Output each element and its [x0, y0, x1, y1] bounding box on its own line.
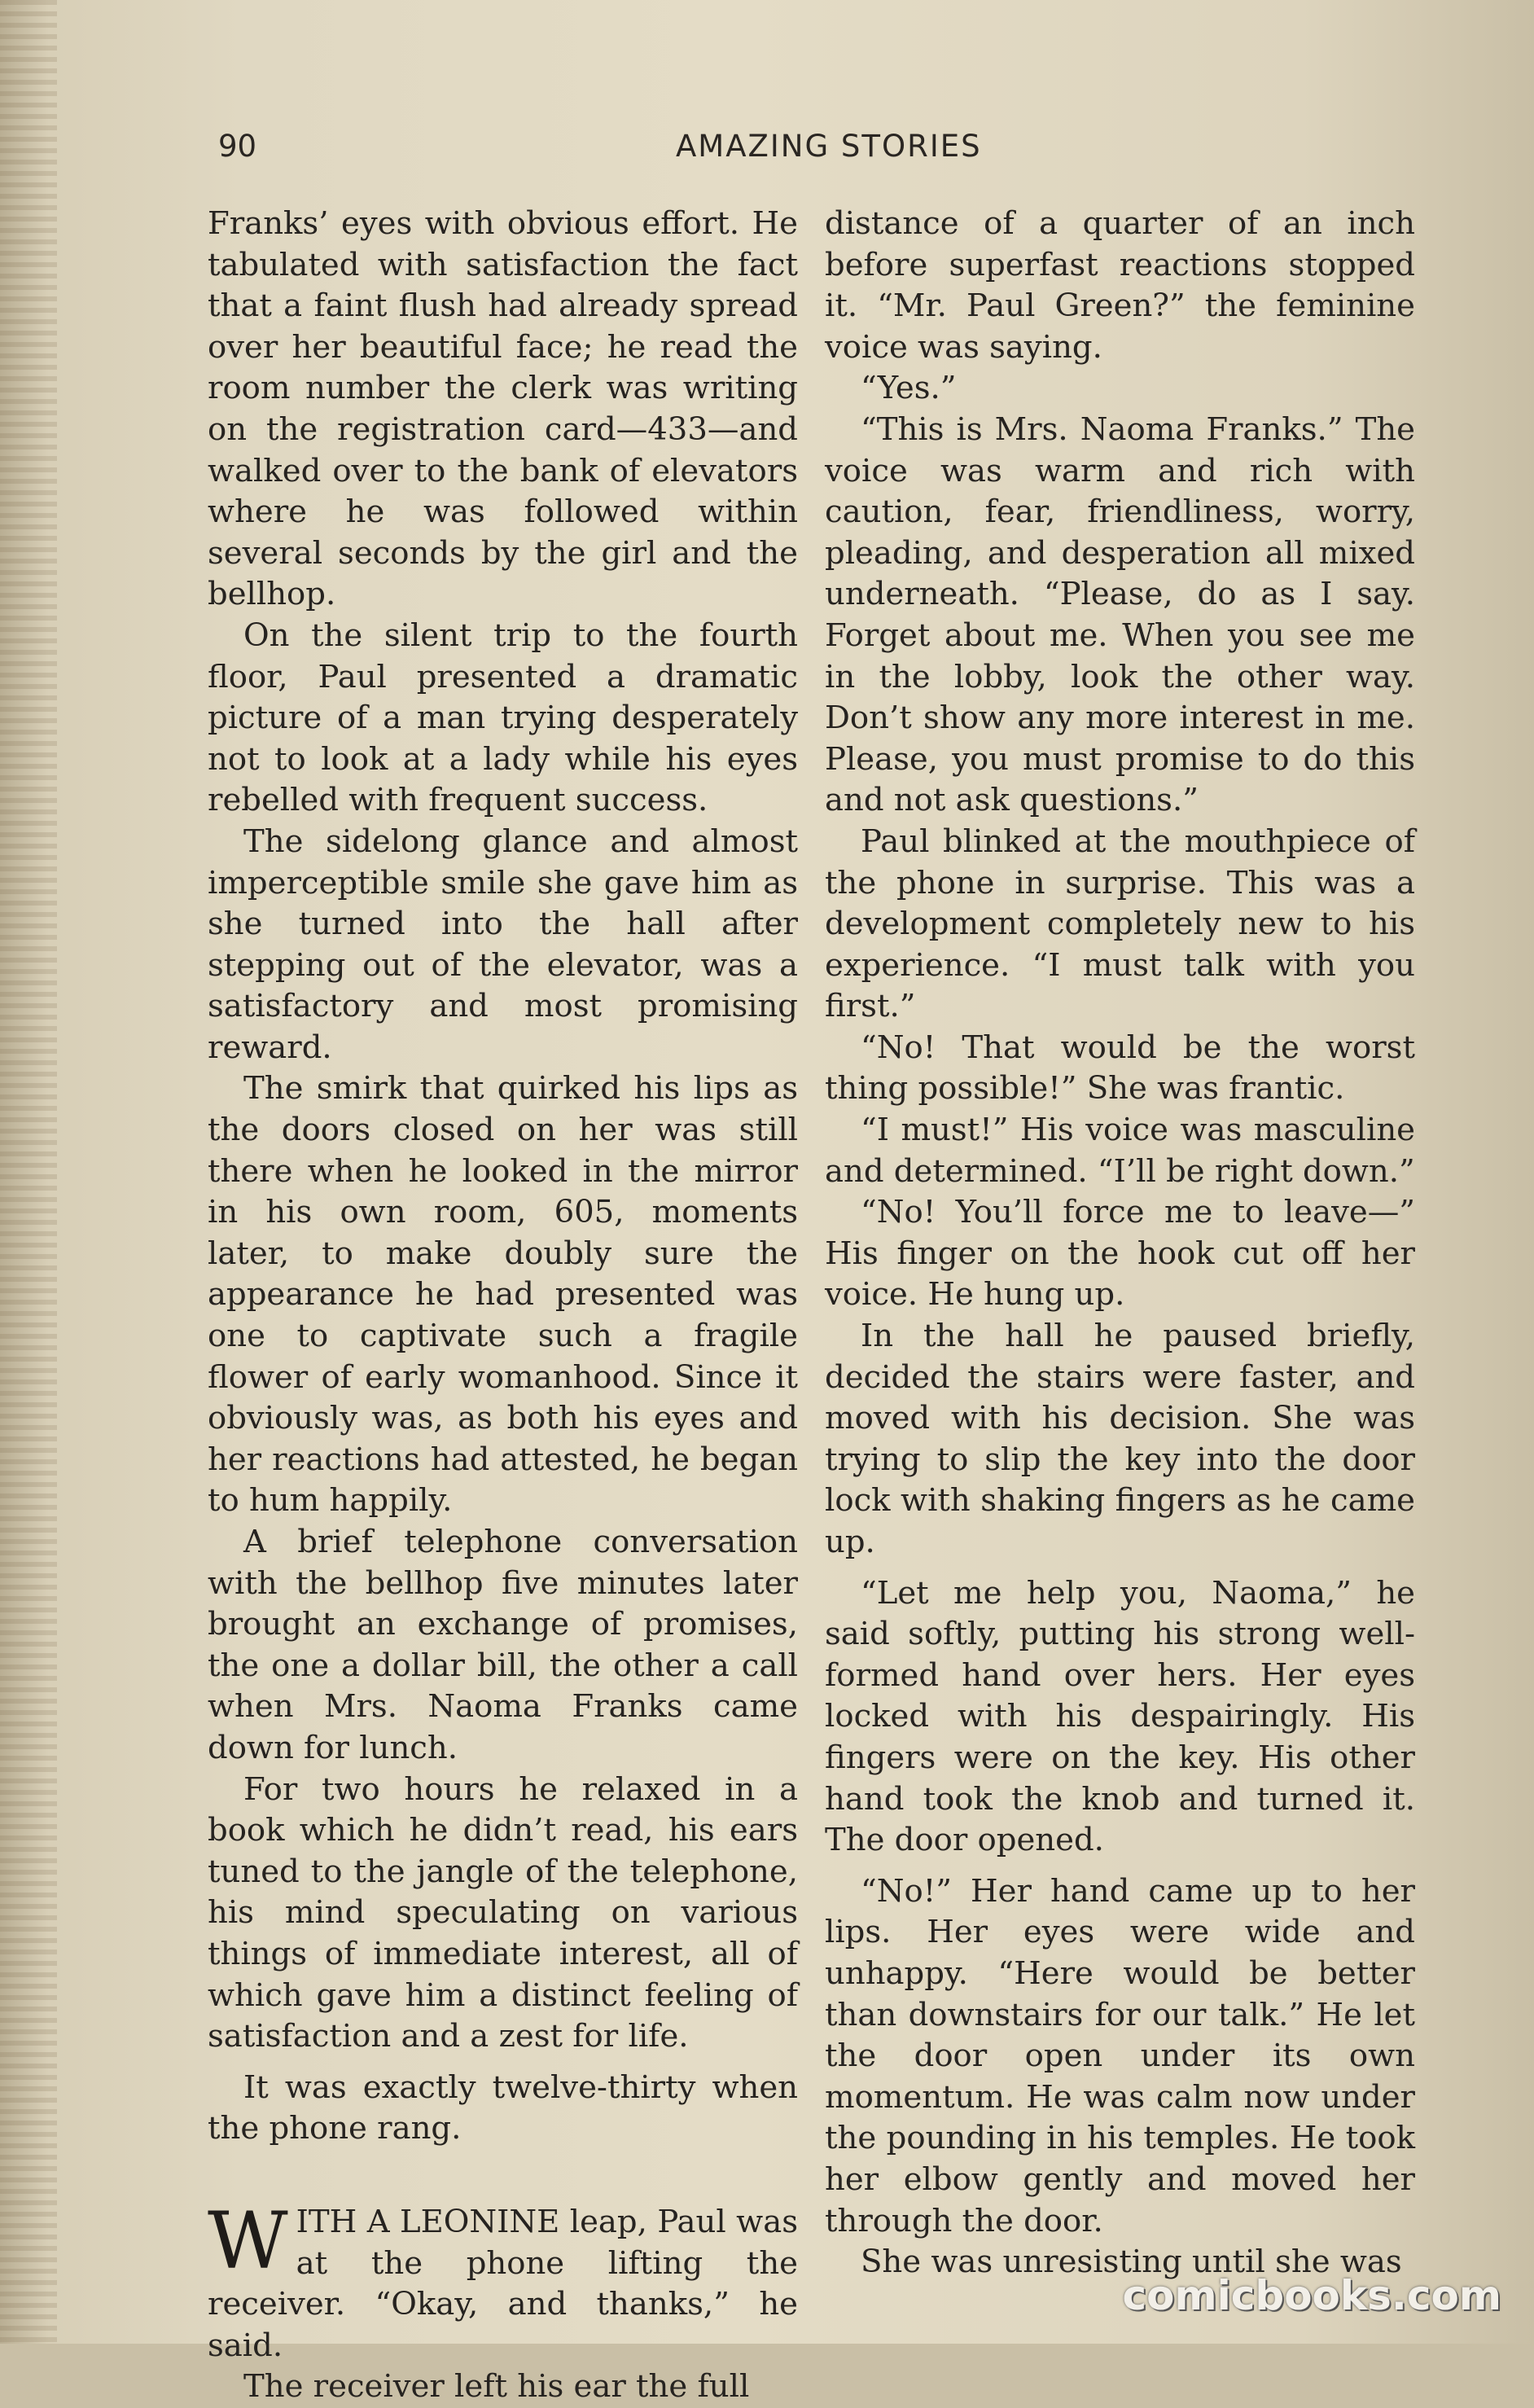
watermark: comicbooks.com [1122, 2272, 1501, 2319]
paragraph-text: ITH A LEONINE leap, Paul was at the phone lifting the receiver. “Okay, and thanks,” he said. [208, 2203, 798, 2364]
paragraph: “No! That would be the worst thing possible!” She was frantic. [825, 1029, 1415, 1108]
page-number: 90 [218, 129, 257, 164]
paragraph: It was exactly twelve-thirty when the phone rang. [208, 2068, 798, 2147]
paragraph: The receiver left his ear the full [243, 2368, 750, 2406]
paragraph: The sidelong glance and almost imperceptible smile she gave him as she turned into the hall after stepping out of the elevator, was a satisfactory and most promising reward. [208, 822, 798, 1066]
drop-cap: W [208, 2195, 288, 2287]
section-break [208, 2150, 798, 2202]
page-header [218, 129, 1423, 169]
paragraph: distance of a quarter of an inch before superfast reactions stopped it. “Mr. Paul Green?” the feminine voice was saying. [825, 205, 1415, 366]
paragraph-drop-cap [208, 2195, 798, 2366]
paragraph: Franks’ eyes with obvious effort. He tabulated with satisfaction the fact that a faint flush had already spread over her beautiful face; he read the room number the clerk was writing on the registration card—433—and walked over to the bank of elevators where he was followed within several seconds by the girl and the bellhop. [208, 205, 798, 613]
running-head: AMAZING STORIES [676, 129, 982, 164]
right-column [825, 204, 1415, 2283]
paragraph: “This is Mrs. Naoma Franks.” The voice was warm and rich with caution, fear, friendliness, worry, pleading, and desperation all mixed underneath. “Please, do as I say. Forget about me. When you see me in the lobby, look the other way. Don’t show any more interest in me. Please, you must promise to do this and not ask questions.” [825, 410, 1415, 819]
paragraph: On the silent trip to the fourth floor, Paul presented a dramatic picture of a man trying desperately not to look at a lady while his eyes rebelled with frequent success. [208, 616, 798, 819]
paragraph: “Yes.” [861, 370, 957, 407]
paragraph: “No!” Her hand came up to her lips. Her eyes were wide and unhappy. “Here would be better than downstairs for our talk.” He let the door open under its own momentum. He was calm now under the pounding in his temples. He took her elbow gently and moved her through the door. [825, 1872, 1415, 2239]
paragraph: “No! You’ll force me to leave—” His finger on the hook cut off her voice. He hung up. [825, 1194, 1415, 1314]
paragraph: She was unresisting until she was [861, 2244, 1402, 2281]
paragraph: For two hours he relaxed in a book which he didn’t read, his ears tuned to the jangle of the telephone, his mind speculating on various things of immediate interest, all of which gave him a distinct feeling of satisfaction and a zest for life. [208, 1770, 798, 2055]
paragraph: “Let me help you, Naoma,” he said softly, putting his strong well-formed hand over hers. Her eyes locked with his despairingly. His fingers were on the key. His other hand took the knob and turned it. The door opened. [825, 1574, 1415, 1859]
paragraph: In the hall he paused briefly, decided the stairs were faster, and moved with his decision. She was trying to slip the key into the door lock with shaking fingers as he came up. [825, 1318, 1415, 1560]
left-column [208, 204, 798, 2408]
paragraph: The smirk that quirked his lips as the doors closed on her was still there when he looked in the mirror in his own room, 605, moments later, to make doubly sure the appearance he had presented was one to captivate such a fragile flower of early womanhood. Since it obviously was, as both his eyes and her reactions had attested, he began to hum happily. [208, 1070, 798, 1520]
paragraph: Paul blinked at the mouthpiece of the phone in surprise. This was a development completely new to his experience. “I must talk with you first.” [825, 822, 1415, 1025]
paragraph: “I must!” His voice was masculine and determined. “I’ll be right down.” [825, 1112, 1415, 1190]
paragraph: A brief telephone conversation with the bellhop five minutes later brought an exchange of promises, the one a dollar bill, the other a call when Mrs. Naoma Franks came down for lunch. [208, 1524, 798, 1766]
